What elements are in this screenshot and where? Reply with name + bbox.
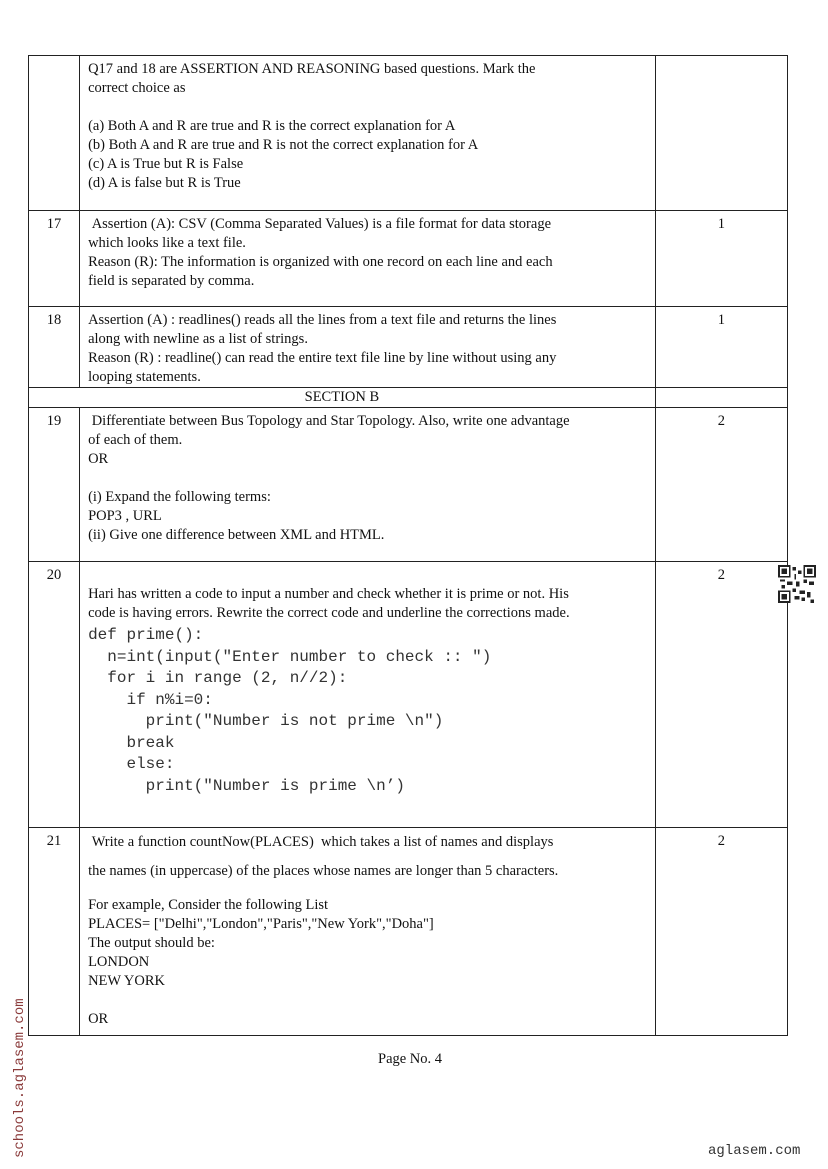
marks-cell xyxy=(655,388,787,408)
question-row-19 xyxy=(29,408,788,562)
text-line: Reason (R): The information is organized with one record on each line and each xyxy=(88,254,553,270)
question-row-20 xyxy=(29,562,788,828)
question-number-cell xyxy=(29,56,80,211)
text-line: correct choice as xyxy=(88,80,186,96)
question-text xyxy=(80,211,656,307)
question-text xyxy=(80,562,656,828)
question-number: 19 xyxy=(29,408,80,562)
option-d: (d) A is false but R is True xyxy=(88,175,241,191)
text-line: NEW YORK xyxy=(88,973,165,989)
or-label: OR xyxy=(88,451,109,467)
qr-code-icon xyxy=(778,565,816,603)
code-line: print("Number is not prime \n") xyxy=(88,712,444,730)
text-line: Differentiate between Bus Topology and Star Topology. Also, write one advantage xyxy=(88,413,570,429)
code-block xyxy=(88,625,647,797)
marks-value: 2 xyxy=(655,562,787,828)
code-line: break xyxy=(88,733,175,752)
text-line: For example, Consider the following List xyxy=(88,897,329,913)
marks-cell xyxy=(655,56,787,211)
section-b-row xyxy=(29,388,788,408)
text-line: which looks like a text file. xyxy=(88,235,246,251)
question-number: 17 xyxy=(29,211,80,307)
code-line: n=int(input("Enter number to check :: ") xyxy=(88,647,492,666)
text-line: along with newline as a list of strings. xyxy=(88,331,308,347)
text-line: PLACES= ["Delhi","London","Paris","New York","Doha"] xyxy=(88,916,434,932)
option-c: (c) A is True but R is False xyxy=(88,156,244,172)
marks-value: 1 xyxy=(655,211,787,307)
text-line: looping statements. xyxy=(88,369,201,385)
code-line: print("Number is prime \n’) xyxy=(88,776,405,795)
question-number: 20 xyxy=(29,562,80,828)
code-line: if n%i=0: xyxy=(88,690,213,709)
question-row-17 xyxy=(29,211,788,307)
code-line: def prime(): xyxy=(88,626,204,644)
text-line: field is separated by comma. xyxy=(88,273,255,289)
text-line: Reason (R) : readline() can read the entire text file line by line without using any xyxy=(88,350,557,366)
text-line: The output should be: xyxy=(88,935,215,951)
marks-value: 2 xyxy=(655,408,787,562)
watermark-side: schools.aglasem.com xyxy=(12,998,28,1158)
text-line: POP3 , URL xyxy=(88,508,162,524)
text-line: code is having errors. Rewrite the correct code and underline the corrections made. xyxy=(88,605,570,621)
question-number: 21 xyxy=(29,828,80,1036)
option-a: (a) Both A and R are true and R is the correct explanation for A xyxy=(88,118,456,134)
question-text xyxy=(80,307,656,388)
code-line: for i in range (2, n//2): xyxy=(88,669,348,687)
or-label: OR xyxy=(88,1011,109,1027)
text-line: (ii) Give one difference between XML and HTML. xyxy=(88,527,385,543)
option-b: (b) Both A and R are true and R is not the correct explanation for A xyxy=(88,137,479,153)
question-row-18 xyxy=(29,307,788,388)
text-line: LONDON xyxy=(88,954,150,970)
section-title: SECTION B xyxy=(29,388,656,408)
instructions-text xyxy=(80,56,656,211)
question-text xyxy=(80,828,656,1036)
question-table xyxy=(28,55,788,1036)
watermark-bottom: aglasem.com xyxy=(708,1143,801,1159)
text-line: the names (in uppercase) of the places whose names are longer than 5 characters. xyxy=(88,863,559,879)
text-line: Write a function countNow(PLACES) which takes a list of names and displays xyxy=(88,834,554,850)
question-text xyxy=(80,408,656,562)
marks-value: 1 xyxy=(655,307,787,388)
instructions-row xyxy=(29,56,788,211)
text-line: Hari has written a code to input a number and check whether it is prime or not. His xyxy=(88,586,569,602)
marks-value: 2 xyxy=(655,828,787,1036)
text-line: Assertion (A): CSV (Comma Separated Values) is a file format for data storage xyxy=(88,216,552,232)
question-row-21 xyxy=(29,828,788,1036)
code-line: else: xyxy=(88,755,175,773)
text-line: (i) Expand the following terms: xyxy=(88,489,271,505)
question-number: 18 xyxy=(29,307,80,388)
text-line: Q17 and 18 are ASSERTION AND REASONING based questions. Mark the xyxy=(88,61,536,77)
page-number: Page No. 4 xyxy=(378,1051,443,1067)
text-line: of each of them. xyxy=(88,432,183,448)
text-line: Assertion (A) : readlines() reads all the lines from a text file and returns the lines xyxy=(88,312,557,328)
